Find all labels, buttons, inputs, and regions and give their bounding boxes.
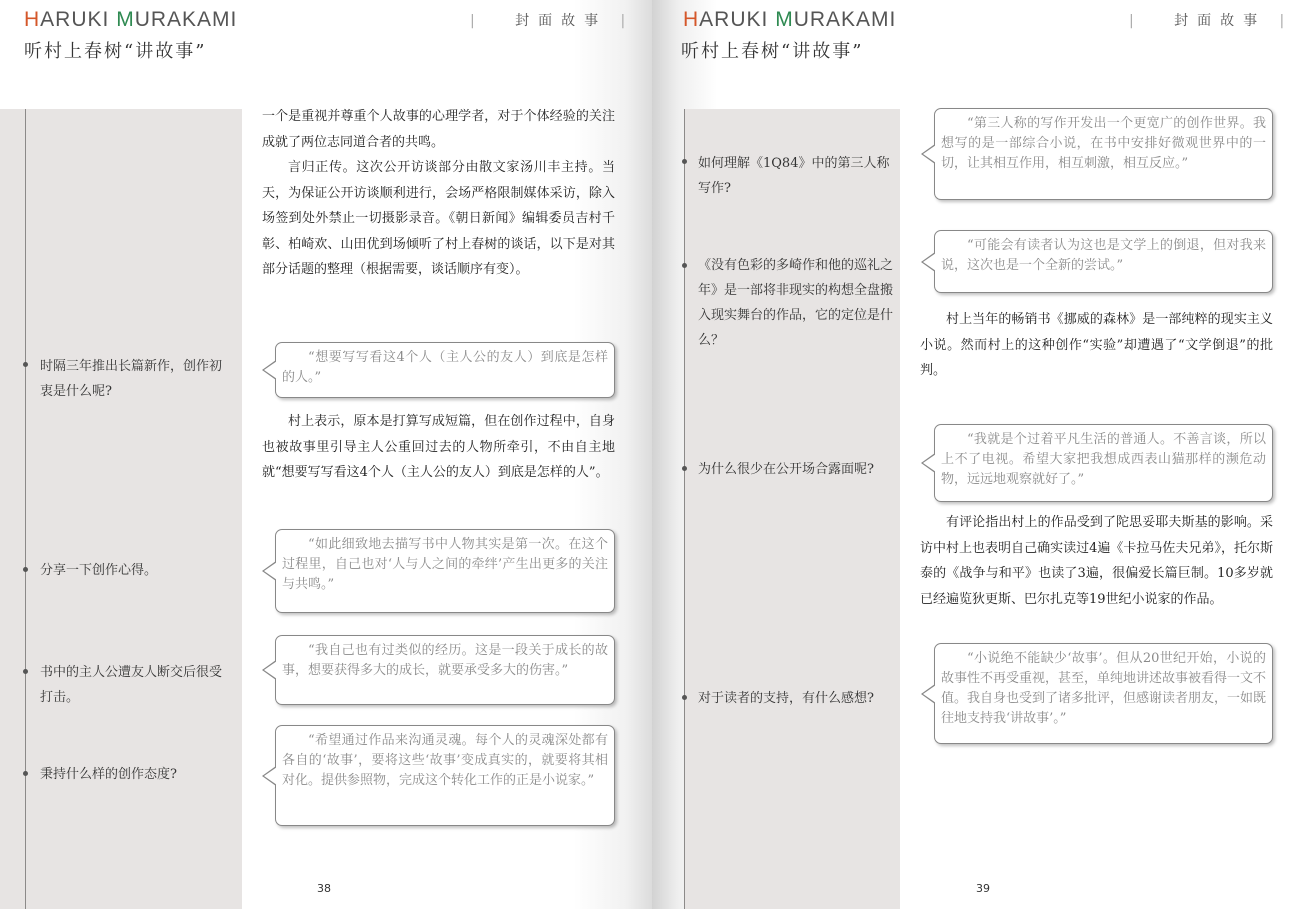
question-marker: [682, 263, 687, 268]
question-marker: [682, 695, 687, 700]
body-paragraph: 言归正传。这次公开访谈部分由散文家汤川丰主持。当天，为保证公开访谈顺利进行，会场严格限制媒体采访，除入场签到处外禁止一切摄影录音。《朝日新闻》编辑委员吉村千彰、柏崎欢、山田优到场倾听了村上春树的谈话，以下是对其部分话题的整理（根据需要，谈话顺序有变）。: [262, 160, 615, 277]
quote-bubble: “可能会有读者认为这也是文学上的倒退，但对我来说，这次也是一个全新的尝试。”: [934, 230, 1273, 293]
quote-bubble: “我自己也有过类似的经历。这是一段关于成长的故事，想要获得多大的成长，就要承受多大的伤害。”: [275, 635, 615, 705]
quote-bubble: “小说绝不能缺少‘故事’。但从20世纪开始，小说的故事性不再受重视，甚至，单纯地讲述故事被看得一文不值。我自身也受到了诸多批评，但感谢读者朋友，一如既往地支持我‘讲故事’。”: [934, 643, 1273, 744]
quote-bubble: “第三人称的写作开发出一个更宽广的创作世界。我想写的是一部综合小说，在书中安排好微观世界中的一切，让其相互作用，相互刺激，相互反应。”: [934, 108, 1273, 200]
question-marker: [682, 466, 687, 471]
section-label: | 封面故事 |: [470, 13, 626, 29]
body-paragraph: 村上当年的畅销书《挪威的森林》是一部纯粹的现实主义小说。然而村上的这种创作“实验”却遭遇了“文学倒退”的批判。: [920, 312, 1273, 378]
quote-bubble: “想要写写看这4个人（主人公的友人）到底是怎样的人。”: [275, 342, 615, 398]
question-marker: [23, 669, 28, 674]
sidebar-rule: [684, 109, 685, 909]
question-sidebar: [684, 109, 900, 909]
question-item: 秉持什么样的创作态度?: [40, 767, 177, 782]
article-subtitle: 听村上春树“讲故事”: [681, 41, 864, 62]
question-item: 为什么很少在公开场合露面呢?: [698, 462, 874, 477]
question-sidebar: [0, 109, 242, 909]
question-marker: [682, 159, 687, 164]
right-page: [652, 0, 1303, 909]
brand-logo: HARUKI MURAKAMI: [683, 8, 897, 31]
question-item: 分享一下创作心得。: [40, 563, 158, 578]
page-number: 38: [317, 882, 331, 895]
question-item: 《没有色彩的多崎作和他的巡礼之年》是一部将非现实的构想全盘搬入现实舞台的作品，它的定位是什么？: [698, 258, 894, 348]
question-marker: [23, 362, 28, 367]
sidebar-rule: [25, 109, 26, 909]
page-number: 39: [976, 882, 990, 895]
quote-bubble: “如此细致地去描写书中人物其实是第一次。在这个过程里，自己也对‘人与人之间的牵绊’产生出更多的关注与共鸣。”: [275, 529, 615, 613]
question-item: 对于读者的支持，有什么感想?: [698, 691, 874, 706]
quote-bubble: “希望通过作品来沟通灵魂。每个人的灵魂深处都有各自的‘故事’，要将这些‘故事’变成真实的，就要将其相对化。提供参照物，完成这个转化工作的正是小说家。”: [275, 725, 615, 826]
brand-logo: HARUKI MURAKAMI: [24, 8, 238, 31]
question-item: 时隔三年推出长篇新作，创作初衷是什么呢?: [40, 359, 223, 399]
quote-bubble: “我就是个过着平凡生活的普通人。不善言谈，所以上不了电视。希望大家把我想成西表山猫那样的濒危动物，远远地观察就好了。”: [934, 424, 1273, 502]
question-marker: [23, 567, 28, 572]
question-item: 如何理解《1Q84》中的第三人称写作?: [698, 156, 890, 196]
question-marker: [23, 771, 28, 776]
body-paragraph: 一个是重视并尊重个人故事的心理学者，对于个体经验的关注成就了两位志同道合者的共鸣。: [262, 109, 615, 150]
body-paragraph: 村上表示，原本是打算写成短篇，但在创作过程中，自身也被故事里引导主人公重回过去的人物所牵引，不由自主地就“想要写写看这4个人（主人公的友人）到底是怎样的人”。: [262, 414, 615, 480]
body-paragraph: 有评论指出村上的作品受到了陀思妥耶夫斯基的影响。采访中村上也表明自己确实读过4遍《卡拉马佐夫兄弟》，托尔斯泰的《战争与和平》也读了3遍，很偏爱长篇巨制。10多岁就已经遍览狄更斯、巴尔扎克等19世纪小说家的作品。: [920, 515, 1273, 607]
section-label: | 封面故事 |: [1129, 13, 1285, 29]
question-item: 书中的主人公遭友人断交后很受打击。: [40, 665, 223, 705]
article-subtitle: 听村上春树“讲故事”: [24, 41, 207, 62]
